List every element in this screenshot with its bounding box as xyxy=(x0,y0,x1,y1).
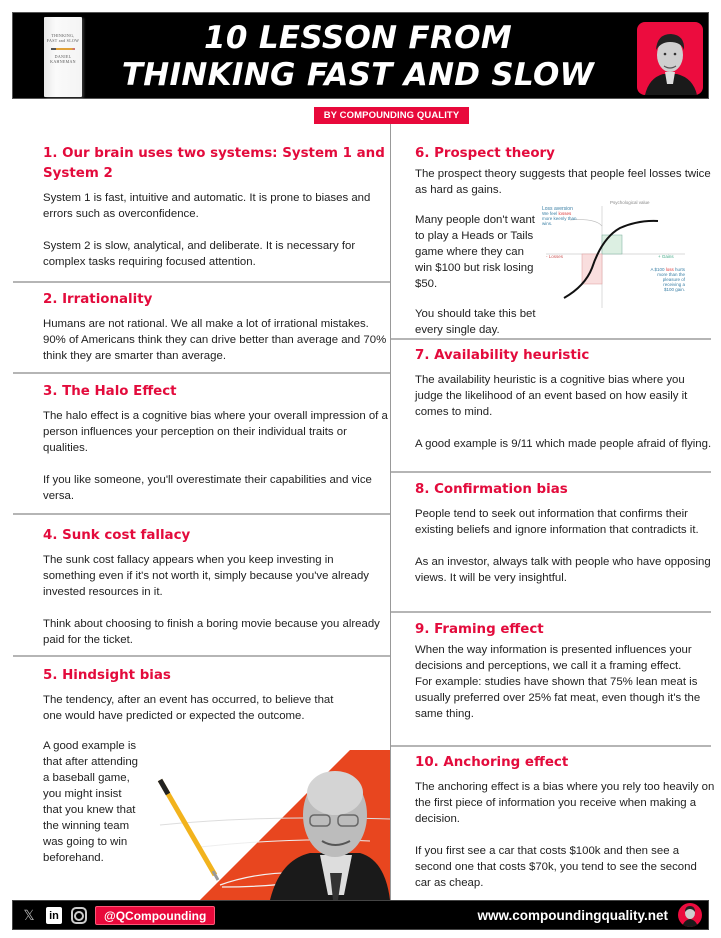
section-divider xyxy=(13,655,390,657)
lesson-9 xyxy=(415,620,715,722)
pencil-icon xyxy=(51,48,75,50)
lesson-heading: 4. Sunk cost fallacy xyxy=(43,528,191,543)
gain-label: + Gains xyxy=(658,254,674,259)
note-left-3: more keenly than xyxy=(542,216,577,221)
lesson-8 xyxy=(415,480,715,586)
lesson-text: Humans are not rational. We all make a lot of irrational mistakes. 90% of Americans think they can drive better than average and 70% think they are smarter than average. xyxy=(43,318,387,362)
lesson-heading: 1. Our brain uses two systems: System 1 and System 2 xyxy=(43,146,385,181)
lesson-text: System 2 is slow, analytical, and deliberate. It is necessary for complex tasks requiring focused attention. xyxy=(43,240,356,268)
footer-bar xyxy=(12,900,709,930)
lesson-4 xyxy=(43,526,388,648)
note-left-4: wins. xyxy=(542,221,553,226)
book-title-bottom: FAST and SLOW xyxy=(46,38,80,43)
header-banner xyxy=(12,12,709,99)
person-portrait-icon xyxy=(678,903,702,927)
lesson-text: If you like someone, you'll overestimate their capabilities and vice versa. xyxy=(43,474,372,502)
lesson-2 xyxy=(43,290,388,364)
website-link[interactable]: www.compoundingquality.net xyxy=(477,908,668,923)
pencil-icon xyxy=(160,780,218,880)
y-axis-label: Psychological value xyxy=(610,200,650,205)
lesson-text: Think about choosing to finish a boring movie because you already paid for the ticket. xyxy=(43,618,380,646)
social-handle-link[interactable]: @QCompounding xyxy=(95,906,215,925)
byline-badge: BY COMPOUNDING QUALITY xyxy=(314,107,469,124)
lesson-heading: 2. Irrationality xyxy=(43,292,153,307)
gain-box xyxy=(602,235,622,254)
linkedin-icon[interactable]: in xyxy=(46,907,62,924)
section-divider xyxy=(391,745,711,747)
lesson-text: A good example is that after attending a baseball game, you might insist that you knew that the winning team was going to win beforehand. xyxy=(43,740,138,864)
instagram-icon[interactable] xyxy=(71,907,87,924)
section-divider xyxy=(13,513,390,515)
note-right-3: pleasure of xyxy=(662,277,685,282)
value-curve xyxy=(564,221,658,298)
person-portrait-icon xyxy=(637,22,703,95)
lesson-heading: 9. Framing effect xyxy=(415,622,544,637)
x-icon[interactable]: 𝕏 xyxy=(23,907,35,923)
lesson-text: Many people don't want to play a Heads or Tails game where they can win $100 but risk losing $50. xyxy=(415,214,535,290)
lesson-heading: 7. Availability heuristic xyxy=(415,348,590,363)
lesson-10 xyxy=(415,753,715,891)
note-right-5: $100 gain. xyxy=(663,287,685,292)
book-title-top: THINKING, xyxy=(51,33,75,38)
book-author-last: KAHNEMAN xyxy=(50,59,76,64)
lesson-text: When the way information is presented influences your decisions and perceptions, we call it a framing effect. xyxy=(415,644,692,672)
loss-label: - Losses xyxy=(546,254,564,259)
lesson-text: A good example is 9/11 which made people afraid of flying. xyxy=(415,438,712,450)
lesson-text: For example: studies have shown that 75% lean meat is usually preferred over 25% fat meat, even though it's the same thing. xyxy=(415,676,701,720)
lesson-text: If you first see a car that costs $100k and then see a second one that costs $70k, you tend to see the second car as cheap. xyxy=(415,845,697,889)
lesson-text: The halo effect is a cognitive bias where your overall impression of a person influences your perception on their individual traits or qualities. xyxy=(43,410,388,454)
book-cover-image xyxy=(44,17,82,97)
note-right-2: more than the xyxy=(657,272,685,277)
lesson-7 xyxy=(415,346,715,452)
note-right-4: receiving a xyxy=(663,282,685,287)
lesson-heading: 10. Anchoring effect xyxy=(415,755,569,770)
lesson-text: The anchoring effect is a bias where you rely too heavily on the first piece of information you receive when making a decision. xyxy=(415,781,715,825)
section-divider xyxy=(13,372,390,374)
lesson-text: The tendency, after an event has occurred, to believe that one would have predicted or expected the outcome. xyxy=(43,694,334,722)
title-line-1: 10 LESSON FROM xyxy=(204,20,512,56)
lesson-text: The prospect theory suggests that people feel losses twice as hard as gains. xyxy=(415,168,711,196)
column-divider xyxy=(390,124,391,900)
lesson-text: As an investor, always talk with people who have opposing views. It will be very insightful. xyxy=(415,556,711,584)
prospect-theory-chart xyxy=(540,198,690,312)
lesson-heading: 8. Confirmation bias xyxy=(415,482,568,497)
section-divider xyxy=(13,281,390,283)
note-left-2: We feel losses xyxy=(542,211,572,216)
lesson-heading: 3. The Halo Effect xyxy=(43,384,177,399)
book-author-first: DANIEL xyxy=(54,54,72,59)
note-right-1: A $100 loss hurts xyxy=(650,267,685,272)
page-title xyxy=(113,20,603,94)
lesson-1 xyxy=(43,144,388,270)
lesson-text: The sunk cost fallacy appears when you keep investing in something even if it's not worth it, simply because you've already invested resources in it. xyxy=(43,554,369,598)
section-divider xyxy=(391,338,711,340)
author-avatar-small xyxy=(678,903,702,927)
author-avatar xyxy=(637,22,703,95)
lesson-text: System 1 is fast, intuitive and automatic. It is prone to biases and errors such as overconfidence. xyxy=(43,192,371,220)
section-divider xyxy=(391,611,711,613)
lesson-text: The availability heuristic is a cognitive bias where you judge the likelihood of an event based on how easily it comes to mind. xyxy=(415,374,688,418)
lesson-3 xyxy=(43,382,388,504)
note-left-1: Loss aversion xyxy=(542,206,573,212)
lesson-text: You should take this bet every single day. xyxy=(415,308,536,336)
kahneman-illustration xyxy=(130,745,390,900)
lesson-heading: 5. Hindsight bias xyxy=(43,668,171,683)
lesson-heading: 6. Prospect theory xyxy=(415,146,555,161)
section-divider xyxy=(391,471,711,473)
title-line-2: THINKING FAST AND SLOW xyxy=(121,57,595,93)
lesson-text: People tend to seek out information that confirms their existing beliefs and ignore information that contradicts it. xyxy=(415,508,699,536)
